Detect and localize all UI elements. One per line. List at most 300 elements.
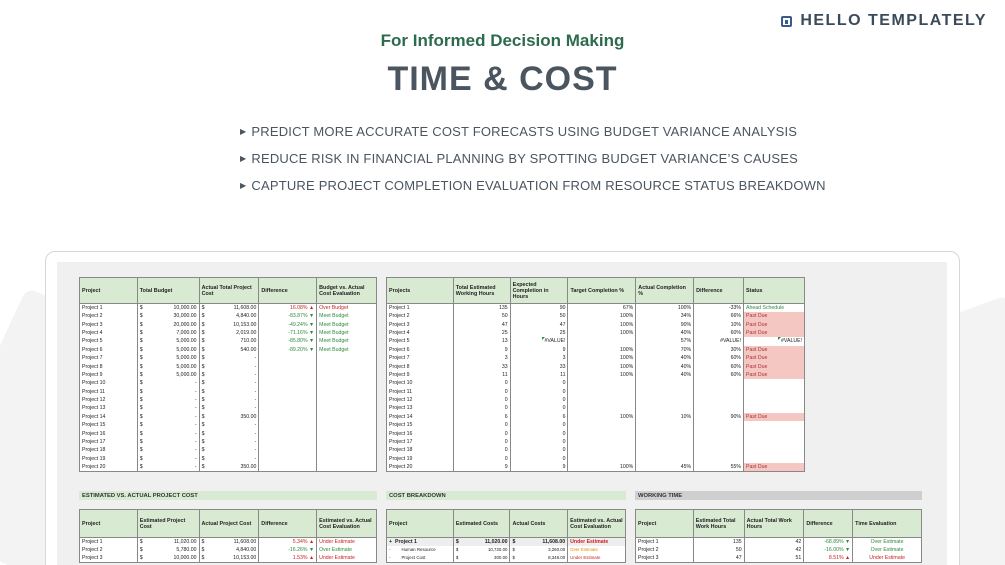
status-cell[interactable] [744, 371, 805, 379]
budget-cell[interactable] [137, 337, 199, 345]
table-cell[interactable] [453, 429, 510, 437]
status-cell[interactable] [744, 312, 805, 320]
table-cell[interactable] [694, 463, 744, 472]
table-cell[interactable] [694, 320, 744, 328]
table-row[interactable] [387, 362, 805, 370]
table-row[interactable] [80, 388, 377, 396]
actual-cost-cell[interactable] [199, 320, 259, 328]
table-cell[interactable] [694, 421, 744, 429]
table-cell[interactable] [636, 354, 694, 362]
table-row[interactable] [80, 421, 377, 429]
difference-cell[interactable] [259, 446, 317, 454]
table-cell[interactable] [510, 438, 568, 446]
difference-cell[interactable] [259, 413, 317, 421]
table-cell[interactable] [694, 371, 744, 379]
actual-cost-cell[interactable] [199, 371, 259, 379]
difference-cell[interactable] [259, 320, 317, 328]
estimated-cost-cell[interactable] [453, 538, 510, 547]
evaluation-cell[interactable] [317, 438, 377, 446]
table-cell[interactable] [636, 413, 694, 421]
difference-cell[interactable] [259, 421, 317, 429]
table-cell[interactable] [387, 379, 454, 387]
table-cell[interactable] [453, 371, 510, 379]
evaluation-cell[interactable] [317, 304, 377, 313]
table-cell[interactable] [387, 421, 454, 429]
table-cell[interactable] [636, 371, 694, 379]
table-cell[interactable] [453, 446, 510, 454]
table-cell[interactable] [694, 304, 744, 313]
table-cell[interactable] [694, 337, 744, 345]
project-cell[interactable] [636, 546, 694, 554]
actual-cost-cell[interactable] [199, 337, 259, 345]
table-cell[interactable] [694, 404, 744, 412]
estimated-hours-cell[interactable] [693, 546, 744, 554]
estimated-hours-cell[interactable] [693, 538, 744, 547]
project-cell[interactable] [387, 546, 454, 554]
evaluation-cell[interactable] [317, 329, 377, 337]
table-cell[interactable] [453, 304, 510, 313]
budget-cell[interactable] [137, 346, 199, 354]
estimated-cost-cell[interactable] [137, 538, 199, 547]
difference-cell[interactable] [259, 455, 317, 463]
table-cell[interactable] [694, 446, 744, 454]
table-cell[interactable] [510, 463, 568, 472]
table-row[interactable] [80, 337, 377, 345]
evaluation-cell[interactable] [317, 346, 377, 354]
table-cell[interactable] [387, 346, 454, 354]
table-cell[interactable] [636, 429, 694, 437]
actual-cost-cell[interactable] [199, 346, 259, 354]
table-cell[interactable] [510, 320, 568, 328]
status-cell[interactable] [744, 337, 805, 345]
status-cell[interactable] [744, 413, 805, 421]
table-cell[interactable] [694, 362, 744, 370]
table-cell[interactable] [694, 312, 744, 320]
table-cell[interactable] [568, 429, 636, 437]
table-cell[interactable] [568, 463, 636, 472]
table-cell[interactable] [453, 396, 510, 404]
budget-cell[interactable] [137, 413, 199, 421]
table-cell[interactable] [510, 329, 568, 337]
table-row[interactable] [387, 413, 805, 421]
table-cell[interactable] [387, 438, 454, 446]
table-cell[interactable] [453, 404, 510, 412]
project-cell[interactable] [80, 379, 138, 387]
status-cell[interactable] [744, 362, 805, 370]
difference-cell[interactable] [259, 354, 317, 362]
table-cell[interactable] [568, 362, 636, 370]
table-cell[interactable] [568, 304, 636, 313]
table-cell[interactable] [453, 455, 510, 463]
table-cell[interactable] [387, 463, 454, 472]
actual-cost-cell[interactable] [199, 554, 259, 563]
difference-cell[interactable] [259, 312, 317, 320]
actual-cost-cell[interactable] [199, 438, 259, 446]
actual-cost-cell[interactable] [510, 554, 568, 563]
table-cell[interactable] [694, 413, 744, 421]
actual-cost-cell[interactable] [199, 312, 259, 320]
table-row[interactable] [387, 421, 805, 429]
status-cell[interactable] [744, 429, 805, 437]
table-cell[interactable] [568, 413, 636, 421]
budget-cell[interactable] [137, 446, 199, 454]
actual-cost-cell[interactable] [199, 304, 259, 313]
evaluation-cell[interactable] [317, 554, 377, 563]
table-cell[interactable] [636, 320, 694, 328]
table-cell[interactable] [636, 362, 694, 370]
table-row[interactable] [80, 371, 377, 379]
budget-cell[interactable] [137, 463, 199, 472]
table-cell[interactable] [510, 421, 568, 429]
evaluation-cell[interactable] [317, 388, 377, 396]
table-cell[interactable] [636, 455, 694, 463]
table-cell[interactable] [387, 455, 454, 463]
budget-cell[interactable] [137, 379, 199, 387]
table-cell[interactable] [387, 429, 454, 437]
project-cell[interactable] [80, 354, 138, 362]
actual-cost-cell[interactable] [199, 413, 259, 421]
actual-cost-cell[interactable] [199, 421, 259, 429]
status-cell[interactable] [744, 463, 805, 472]
actual-cost-cell[interactable] [199, 379, 259, 387]
table-cell[interactable] [510, 371, 568, 379]
budget-cell[interactable] [137, 304, 199, 313]
table-cell[interactable] [568, 379, 636, 387]
project-cell[interactable] [80, 346, 138, 354]
difference-cell[interactable] [804, 546, 853, 554]
table-row[interactable] [387, 396, 805, 404]
table-cell[interactable] [694, 429, 744, 437]
evaluation-cell[interactable] [317, 413, 377, 421]
table-row[interactable] [80, 354, 377, 362]
table-row[interactable] [387, 379, 805, 387]
table-cell[interactable] [387, 304, 454, 313]
status-cell[interactable] [744, 438, 805, 446]
table-row[interactable] [387, 438, 805, 446]
table-cell[interactable] [387, 388, 454, 396]
budget-cell[interactable] [137, 421, 199, 429]
table-row[interactable] [387, 546, 626, 554]
status-cell[interactable] [744, 446, 805, 454]
evaluation-cell[interactable] [317, 446, 377, 454]
table-cell[interactable] [387, 446, 454, 454]
table-cell[interactable] [568, 396, 636, 404]
table-cell[interactable] [453, 379, 510, 387]
table-row[interactable] [387, 312, 805, 320]
difference-cell[interactable] [259, 346, 317, 354]
table-cell[interactable] [510, 429, 568, 437]
table-row[interactable] [80, 413, 377, 421]
project-cell[interactable] [80, 337, 138, 345]
table-row[interactable] [387, 388, 805, 396]
evaluation-cell[interactable] [317, 312, 377, 320]
evaluation-cell[interactable] [317, 404, 377, 412]
table-cell[interactable] [568, 438, 636, 446]
table-row[interactable] [387, 554, 626, 563]
difference-cell[interactable] [259, 396, 317, 404]
actual-hours-cell[interactable] [744, 538, 804, 547]
table-cell[interactable] [510, 446, 568, 454]
actual-cost-cell[interactable] [199, 429, 259, 437]
project-cell[interactable] [80, 396, 138, 404]
evaluation-cell[interactable] [568, 554, 626, 563]
evaluation-cell[interactable] [317, 354, 377, 362]
table-row[interactable] [387, 329, 805, 337]
evaluation-cell[interactable] [317, 455, 377, 463]
table-row[interactable] [387, 429, 805, 437]
table-row[interactable] [80, 320, 377, 328]
actual-cost-cell[interactable] [199, 362, 259, 370]
table-cell[interactable] [453, 312, 510, 320]
budget-cell[interactable] [137, 455, 199, 463]
budget-cell[interactable] [137, 320, 199, 328]
actual-cost-cell[interactable] [199, 546, 259, 554]
evaluation-cell[interactable] [317, 396, 377, 404]
budget-cell[interactable] [137, 396, 199, 404]
table-row[interactable] [80, 446, 377, 454]
difference-cell[interactable] [259, 371, 317, 379]
table-row[interactable] [636, 546, 922, 554]
table-row[interactable] [80, 312, 377, 320]
project-cell[interactable] [80, 455, 138, 463]
table-cell[interactable] [636, 388, 694, 396]
table-cell[interactable] [453, 346, 510, 354]
table-row[interactable] [80, 346, 377, 354]
evaluation-cell[interactable] [317, 538, 377, 547]
status-cell[interactable] [744, 396, 805, 404]
table-row[interactable] [387, 320, 805, 328]
table-cell[interactable] [694, 354, 744, 362]
difference-cell[interactable] [804, 538, 853, 547]
project-cell[interactable] [80, 546, 138, 554]
table-cell[interactable] [568, 371, 636, 379]
difference-cell[interactable] [259, 362, 317, 370]
table-cell[interactable] [636, 379, 694, 387]
difference-cell[interactable] [259, 304, 317, 313]
actual-cost-cell[interactable] [199, 446, 259, 454]
table-cell[interactable] [453, 421, 510, 429]
actual-cost-cell[interactable] [199, 463, 259, 472]
actual-cost-cell[interactable] [199, 404, 259, 412]
table-row[interactable] [80, 396, 377, 404]
budget-cell[interactable] [137, 388, 199, 396]
table-cell[interactable] [387, 337, 454, 345]
budget-cell[interactable] [137, 329, 199, 337]
budget-cell[interactable] [137, 429, 199, 437]
table-cell[interactable] [510, 362, 568, 370]
table-cell[interactable] [453, 413, 510, 421]
table-cell[interactable] [387, 404, 454, 412]
table-cell[interactable] [568, 446, 636, 454]
table-cell[interactable] [387, 320, 454, 328]
table-cell[interactable] [694, 455, 744, 463]
table-cell[interactable] [636, 346, 694, 354]
table-cell[interactable] [636, 329, 694, 337]
table-cell[interactable] [568, 329, 636, 337]
table-cell[interactable] [636, 438, 694, 446]
table-cell[interactable] [453, 438, 510, 446]
difference-cell[interactable] [804, 554, 853, 563]
project-cell[interactable] [80, 362, 138, 370]
actual-cost-cell[interactable] [199, 455, 259, 463]
budget-cell[interactable] [137, 438, 199, 446]
table-row[interactable] [387, 354, 805, 362]
project-cell[interactable] [80, 413, 138, 421]
difference-cell[interactable] [259, 337, 317, 345]
evaluation-cell[interactable] [853, 538, 922, 547]
table-row[interactable] [387, 455, 805, 463]
project-cell[interactable] [80, 554, 138, 563]
evaluation-cell[interactable] [568, 546, 626, 554]
estimated-cost-cell[interactable] [137, 554, 199, 563]
table-cell[interactable] [568, 421, 636, 429]
status-cell[interactable] [744, 388, 805, 396]
table-cell[interactable] [453, 463, 510, 472]
table-row[interactable] [636, 538, 922, 547]
status-cell[interactable] [744, 404, 805, 412]
status-cell[interactable] [744, 304, 805, 313]
table-row[interactable] [80, 538, 377, 547]
table-row[interactable] [387, 446, 805, 454]
table-cell[interactable] [636, 421, 694, 429]
table-cell[interactable] [510, 404, 568, 412]
difference-cell[interactable] [259, 404, 317, 412]
table-row-group[interactable] [387, 538, 626, 547]
table-cell[interactable] [387, 371, 454, 379]
project-cell[interactable] [80, 446, 138, 454]
table-cell[interactable] [636, 404, 694, 412]
evaluation-cell[interactable] [317, 421, 377, 429]
evaluation-cell[interactable] [317, 320, 377, 328]
brand-logo[interactable] [781, 12, 987, 30]
table-cell[interactable] [568, 320, 636, 328]
table-row[interactable] [80, 429, 377, 437]
table-row[interactable] [387, 463, 805, 472]
table-cell[interactable] [636, 396, 694, 404]
table-cell[interactable] [694, 388, 744, 396]
evaluation-cell[interactable] [317, 337, 377, 345]
evaluation-cell[interactable] [317, 463, 377, 472]
difference-cell[interactable] [259, 554, 317, 563]
evaluation-cell[interactable] [853, 546, 922, 554]
estimated-cost-cell[interactable] [137, 546, 199, 554]
table-row[interactable] [80, 554, 377, 563]
expand-toggle-icon[interactable]: + [389, 539, 393, 545]
project-cell[interactable] [80, 388, 138, 396]
difference-cell[interactable] [259, 438, 317, 446]
table-row[interactable] [387, 346, 805, 354]
table-cell[interactable] [453, 354, 510, 362]
evaluation-cell[interactable] [853, 554, 922, 563]
table-cell[interactable] [510, 396, 568, 404]
project-cell[interactable] [80, 429, 138, 437]
table-cell[interactable] [453, 320, 510, 328]
table-row[interactable] [80, 304, 377, 313]
table-row[interactable] [80, 404, 377, 412]
table-row[interactable] [80, 329, 377, 337]
budget-cell[interactable] [137, 312, 199, 320]
table-cell[interactable] [510, 346, 568, 354]
table-row[interactable] [80, 463, 377, 472]
project-cell[interactable] [80, 329, 138, 337]
evaluation-cell[interactable] [317, 371, 377, 379]
budget-cell[interactable] [137, 362, 199, 370]
table-cell[interactable] [510, 379, 568, 387]
difference-cell[interactable] [259, 463, 317, 472]
table-cell[interactable] [510, 354, 568, 362]
table-row[interactable] [80, 546, 377, 554]
table-row[interactable] [387, 404, 805, 412]
status-cell[interactable] [744, 320, 805, 328]
project-cell[interactable] [636, 538, 694, 547]
project-cell[interactable] [80, 312, 138, 320]
evaluation-cell[interactable] [317, 362, 377, 370]
table-cell[interactable] [568, 455, 636, 463]
table-cell[interactable] [568, 346, 636, 354]
evaluation-cell[interactable] [317, 546, 377, 554]
evaluation-cell[interactable] [317, 379, 377, 387]
table-cell[interactable] [568, 404, 636, 412]
project-cell[interactable] [80, 438, 138, 446]
table-cell[interactable] [510, 388, 568, 396]
budget-cell[interactable] [137, 371, 199, 379]
table-cell[interactable] [387, 362, 454, 370]
status-cell[interactable] [744, 329, 805, 337]
table-cell[interactable] [510, 304, 568, 313]
table-cell[interactable] [636, 312, 694, 320]
actual-cost-cell[interactable] [199, 396, 259, 404]
budget-cell[interactable] [137, 354, 199, 362]
table-cell[interactable] [636, 304, 694, 313]
status-cell[interactable] [744, 354, 805, 362]
table-row[interactable] [387, 371, 805, 379]
table-cell[interactable] [636, 446, 694, 454]
table-cell[interactable] [694, 379, 744, 387]
actual-hours-cell[interactable] [744, 554, 804, 563]
table-cell[interactable] [568, 337, 636, 345]
estimated-cost-cell[interactable] [453, 546, 510, 554]
difference-cell[interactable] [259, 329, 317, 337]
actual-cost-cell[interactable] [199, 388, 259, 396]
table-cell[interactable] [568, 388, 636, 396]
table-cell[interactable] [694, 329, 744, 337]
project-cell[interactable] [80, 538, 138, 547]
table-cell[interactable] [387, 312, 454, 320]
evaluation-cell[interactable] [568, 538, 626, 547]
difference-cell[interactable] [259, 388, 317, 396]
actual-cost-cell[interactable] [510, 546, 568, 554]
table-cell[interactable] [453, 329, 510, 337]
table-row[interactable] [80, 362, 377, 370]
table-cell[interactable] [636, 463, 694, 472]
status-cell[interactable] [744, 455, 805, 463]
table-cell[interactable] [568, 312, 636, 320]
estimated-hours-cell[interactable] [693, 554, 744, 563]
table-cell[interactable] [387, 413, 454, 421]
table-cell[interactable] [387, 329, 454, 337]
actual-hours-cell[interactable] [744, 546, 804, 554]
status-cell[interactable] [744, 379, 805, 387]
difference-cell[interactable] [259, 546, 317, 554]
table-cell[interactable] [453, 362, 510, 370]
table-cell[interactable] [636, 337, 694, 345]
project-cell[interactable] [80, 371, 138, 379]
table-row[interactable] [387, 337, 805, 345]
project-cell[interactable] [80, 463, 138, 472]
table-cell[interactable] [568, 354, 636, 362]
project-cell[interactable] [636, 554, 694, 563]
status-cell[interactable] [744, 346, 805, 354]
